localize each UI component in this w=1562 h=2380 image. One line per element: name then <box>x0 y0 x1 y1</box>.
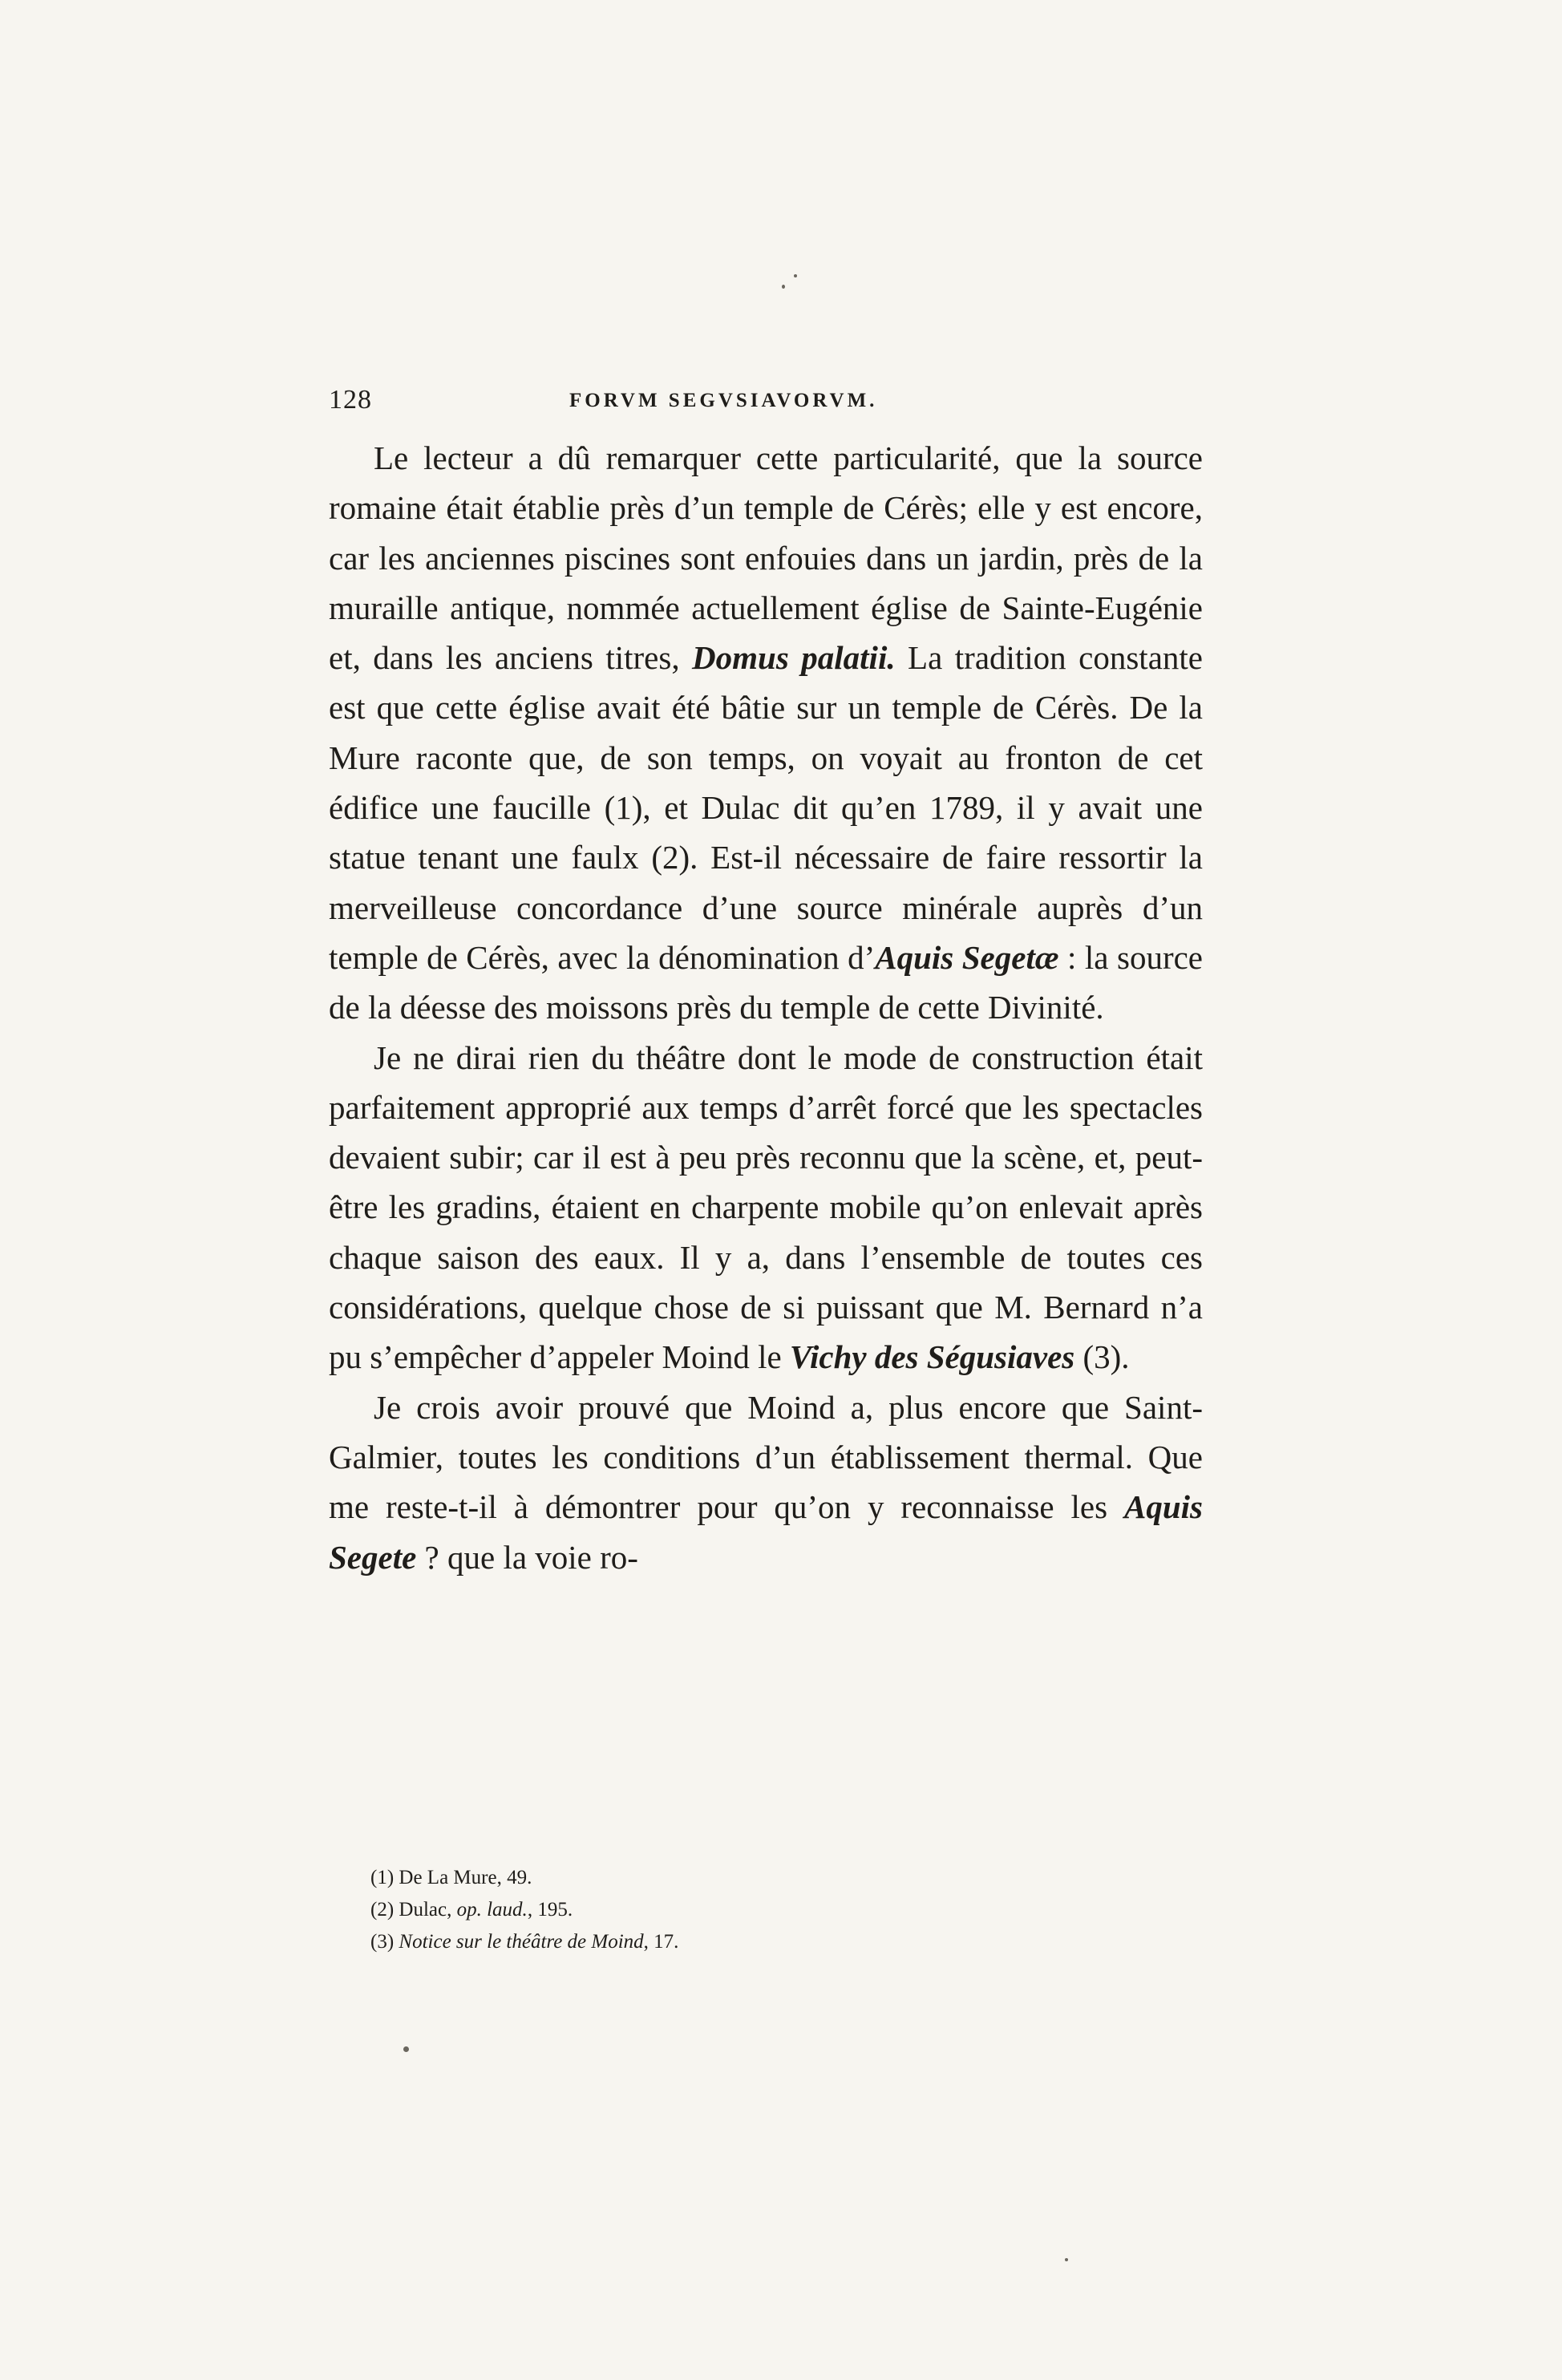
paragraph-2: Je ne dirai rien du théâtre dont le mode de construction était parfaitement approprié aux temps d’arrêt forcé que les spectacles devaient subir; car il est à peu près reconnu que la scène, et, peut-être les gradins, étaient en charpente mobile qu’on enlevait après chaque saison des eaux. Il y a, dans l’ensemble de toutes ces considérations, quelque chose de si puissant que M. Bernard n’a pu s’empêcher d’appeler Moind le Vichy des Ségusiaves (3). <box>329 1038 1203 1376</box>
running-title: FORVM SEGVSIAVORVM. <box>569 390 878 411</box>
paper-speck <box>1065 2258 1068 2261</box>
paper-speck <box>782 285 785 289</box>
page-number: 128 <box>329 385 372 415</box>
italic-term: Aquis Segete <box>329 1488 1203 1576</box>
paper-speck <box>403 2046 409 2052</box>
italic-term: Vichy des Ségusiaves <box>789 1338 1075 1376</box>
footnotes <box>370 1862 1092 1958</box>
footnote-1: (1) De La Mure, 49. <box>370 1867 532 1888</box>
paper-speck <box>794 274 797 277</box>
italic-term: Aquis Segetæ <box>875 938 1059 976</box>
footnote-2: (2) Dulac, op. laud., 195. <box>370 1899 573 1921</box>
paragraph-1: Le lecteur a dû remarquer cette particularité, que la source romaine était établie près d’un temple de Cérès; elle y est encore, car les anciennes piscines sont enfouies dans un jardin, près de la muraille antique, nommée actuellement église de Sainte-Eugénie et, dans les anciens titres, Domus palatii. La tradition constante est que cette église avait été bâtie sur un temple de Cérès. De la Mure raconte que, de son temps, on voyait au fronton de cet édifice une faucille (1), et Dulac dit qu’en 1789, il y avait une statue tenant une faulx (2). Est-il nécessaire de faire ressortir la merveilleuse concordance d’une source minérale auprès d’un temple de Cérès, avec la dénomination d’Aquis Segetæ : la source de la déesse des moissons près du temple de cette Divinité. <box>329 439 1203 1026</box>
page-header <box>329 385 1219 425</box>
main-text <box>329 433 1203 1582</box>
paragraph-3: Je crois avoir prouvé que Moind a, plus encore que Saint-Galmier, toutes les conditions d’un établissement thermal. Que me reste-t-il à démontrer pour qu’on y reconnaisse les Aquis Segete ? que la voie ro- <box>329 1388 1203 1576</box>
footnote-3: (3) Notice sur le théâtre de Moind, 17. <box>370 1931 679 1953</box>
italic-term: Domus palatii. <box>692 639 896 677</box>
